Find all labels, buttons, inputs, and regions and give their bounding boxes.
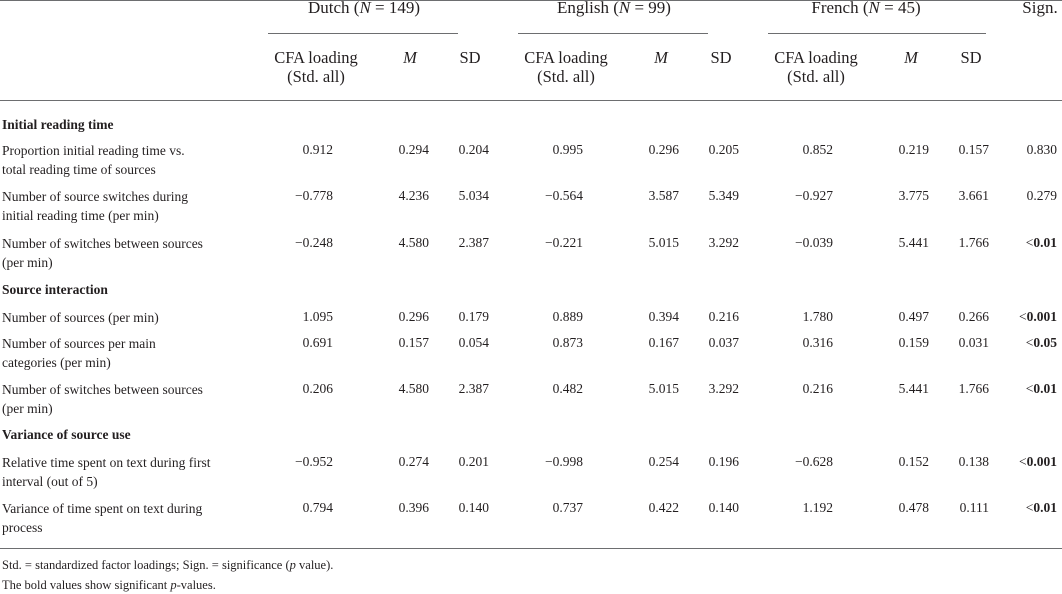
cfa-loading-header xyxy=(506,48,626,86)
table-cell: 0.031 xyxy=(958,335,989,350)
sign-prefix: < xyxy=(1025,335,1034,350)
cfa-line-2: (Std. all) xyxy=(287,67,345,86)
table-cell: 0.054 xyxy=(458,335,489,350)
table-cell: 5.034 xyxy=(458,188,489,203)
table-cell: 3.587 xyxy=(648,188,679,203)
table-cell: 1.766 xyxy=(958,381,989,396)
table-cell: 5.441 xyxy=(898,235,929,250)
table-cell: 1.766 xyxy=(958,235,989,250)
mean-header xyxy=(891,48,931,67)
row-label-line: Number of switches between sources xyxy=(2,382,203,397)
row-label xyxy=(2,234,203,272)
table-cell: −0.039 xyxy=(795,235,833,250)
table-cell: 0.274 xyxy=(398,454,429,469)
table-cell: −0.564 xyxy=(545,188,583,203)
sign-prefix: < xyxy=(1025,235,1034,250)
table-cell: 0.478 xyxy=(898,500,929,515)
mean-symbol: M xyxy=(403,48,417,67)
cfa-line-2: (Std. all) xyxy=(537,67,595,86)
table-cell: 1.095 xyxy=(302,309,333,324)
mean-symbol: M xyxy=(654,48,668,67)
sign-cell xyxy=(977,380,1057,398)
footnote-text: Std. = standardized factor loadings; Sign. = significance ( xyxy=(2,558,290,572)
table-cell: 5.349 xyxy=(708,188,739,203)
table-cell: 0.216 xyxy=(802,381,833,396)
n-symbol: N xyxy=(618,0,631,17)
table-cell: 0.111 xyxy=(959,500,989,515)
row-label xyxy=(2,308,159,327)
table-cell: 0.179 xyxy=(458,309,489,324)
table-cell: 0.266 xyxy=(958,309,989,324)
table-cell: 0.204 xyxy=(458,142,489,157)
table-cell: 3.775 xyxy=(898,188,929,203)
row-label xyxy=(2,453,210,491)
table-rule xyxy=(768,33,986,34)
table-rule xyxy=(268,33,458,34)
table-cell: 0.205 xyxy=(708,142,739,157)
row-label xyxy=(2,499,202,537)
table-cell: 2.387 xyxy=(458,381,489,396)
row-label-line: Variance of time spent on text during xyxy=(2,501,203,516)
n-value: = 149) xyxy=(370,0,421,17)
p-symbol: p xyxy=(170,578,177,592)
table-cell: 0.497 xyxy=(898,309,929,324)
section-title: Variance of source use xyxy=(2,427,131,442)
sd-header: SD xyxy=(960,48,982,67)
sd-header: SD xyxy=(459,48,481,67)
cfa-loading-header xyxy=(256,48,376,86)
table-rule xyxy=(0,100,1062,101)
cfa-line-1: CFA loading xyxy=(524,48,608,67)
table-cell: 0.422 xyxy=(648,500,679,515)
table-cell: 0.037 xyxy=(708,335,739,350)
table-cell: 0.167 xyxy=(648,335,679,350)
sign-cell xyxy=(977,453,1057,471)
row-label-line: categories (per min) xyxy=(2,355,111,370)
row-label-line: process xyxy=(2,520,43,535)
table-cell: 4.236 xyxy=(398,188,429,203)
table-cell: 5.441 xyxy=(898,381,929,396)
table-cell: −0.221 xyxy=(545,235,583,250)
table-cell: 0.852 xyxy=(802,142,833,157)
table-cell: 0.157 xyxy=(398,335,429,350)
table-cell: 0.219 xyxy=(898,142,929,157)
row-label-line: Proportion initial reading time vs. xyxy=(2,143,185,158)
group-header-dutch xyxy=(264,0,464,17)
group-name: Dutch ( xyxy=(307,0,360,17)
group-header-english xyxy=(514,0,714,17)
section-title: Source interaction xyxy=(2,282,108,297)
table-cell: 0.394 xyxy=(648,309,679,324)
row-label xyxy=(2,380,203,418)
row-label xyxy=(2,187,188,225)
table-cell: 0.157 xyxy=(958,142,989,157)
mean-header xyxy=(641,48,681,67)
sign-cell xyxy=(977,187,1057,205)
table-cell: 0.995 xyxy=(552,142,583,157)
n-value: = 45) xyxy=(879,0,921,17)
table-cell: 5.015 xyxy=(648,235,679,250)
p-symbol: p xyxy=(289,558,296,572)
table-cell: 1.192 xyxy=(802,500,833,515)
row-label-line: Relative time spent on text during first xyxy=(2,455,211,470)
sign-cell xyxy=(977,308,1057,326)
table-cell: 0.294 xyxy=(398,142,429,157)
table-cell: 4.580 xyxy=(398,381,429,396)
row-label-line: total reading time of sources xyxy=(2,162,156,177)
table-cell: 0.794 xyxy=(302,500,333,515)
sd-header: SD xyxy=(710,48,732,67)
table-cell: 0.912 xyxy=(302,142,333,157)
table-cell: 0.889 xyxy=(552,309,583,324)
row-label-line: initial reading time (per min) xyxy=(2,208,159,223)
table-cell: 3.292 xyxy=(708,235,739,250)
row-label xyxy=(2,141,185,179)
sign-value: 0.830 xyxy=(1026,142,1057,157)
sign-header: Sign. xyxy=(1022,0,1058,17)
sign-prefix: < xyxy=(1019,454,1027,469)
table-cell: 0.206 xyxy=(302,381,333,396)
footnote-2 xyxy=(2,576,216,594)
sign-cell xyxy=(977,334,1057,352)
group-name: French ( xyxy=(811,0,869,17)
table-cell: 0.296 xyxy=(648,142,679,157)
table-cell: 0.159 xyxy=(898,335,929,350)
table-cell: 0.316 xyxy=(802,335,833,350)
row-label-line: Number of source switches during xyxy=(2,189,188,204)
sign-value: 0.279 xyxy=(1026,188,1057,203)
cfa-loading-header xyxy=(756,48,876,86)
table-cell: 0.482 xyxy=(552,381,583,396)
sign-cell xyxy=(977,234,1057,252)
sign-value: 0.001 xyxy=(1026,454,1057,469)
row-label-line: (per min) xyxy=(2,255,53,270)
sign-value: 0.05 xyxy=(1033,335,1057,350)
row-label-line: (per min) xyxy=(2,401,53,416)
table-cell: 0.254 xyxy=(648,454,679,469)
sign-prefix: < xyxy=(1025,500,1034,515)
footnote-text: The bold values show significant xyxy=(2,578,171,592)
table-cell: 0.138 xyxy=(958,454,989,469)
group-name: English ( xyxy=(557,0,619,17)
cfa-line-2: (Std. all) xyxy=(787,67,845,86)
sign-value: 0.01 xyxy=(1033,235,1057,250)
mean-symbol: M xyxy=(904,48,918,67)
n-symbol: N xyxy=(359,0,371,17)
table-cell: 3.661 xyxy=(958,188,989,203)
sign-prefix: < xyxy=(1019,309,1027,324)
n-symbol: N xyxy=(868,0,880,17)
row-label-line: Number of sources (per min) xyxy=(2,310,159,325)
table-cell: 0.737 xyxy=(552,500,583,515)
table-rule xyxy=(0,548,1062,549)
table-cell: 5.015 xyxy=(648,381,679,396)
table-cell: 0.140 xyxy=(708,500,739,515)
sign-value: 0.01 xyxy=(1033,381,1057,396)
group-header-french xyxy=(766,0,966,17)
table-cell: 0.296 xyxy=(398,309,429,324)
table-cell: 0.140 xyxy=(458,500,489,515)
sign-prefix: < xyxy=(1025,381,1034,396)
table-cell: 1.780 xyxy=(802,309,833,324)
sign-cell xyxy=(977,499,1057,517)
table-cell: 3.292 xyxy=(708,381,739,396)
cfa-line-1: CFA loading xyxy=(274,48,358,67)
footnote-text: -values. xyxy=(176,578,216,592)
row-label-line: Number of sources per main xyxy=(2,336,156,351)
sign-value: 0.01 xyxy=(1033,500,1057,515)
table-cell: 0.691 xyxy=(302,335,333,350)
table-cell: 2.387 xyxy=(458,235,489,250)
sign-value: 0.001 xyxy=(1026,309,1057,324)
footnote-text: value). xyxy=(295,558,334,572)
table-cell: −0.628 xyxy=(795,454,833,469)
table-cell: 0.196 xyxy=(708,454,739,469)
table-cell: −0.248 xyxy=(295,235,333,250)
footnote-1 xyxy=(2,556,333,574)
table-cell: 0.152 xyxy=(898,454,929,469)
table-cell: 0.216 xyxy=(708,309,739,324)
table-cell: 4.580 xyxy=(398,235,429,250)
table-cell: −0.778 xyxy=(295,188,333,203)
row-label xyxy=(2,334,156,372)
n-value: = 99) xyxy=(630,0,671,17)
table-cell: 0.873 xyxy=(552,335,583,350)
table-cell: −0.927 xyxy=(795,188,833,203)
section-title: Initial reading time xyxy=(2,117,114,132)
row-label-line: interval (out of 5) xyxy=(2,474,98,489)
mean-header xyxy=(390,48,430,67)
table-rule xyxy=(518,33,708,34)
table-cell: 0.396 xyxy=(398,500,429,515)
table-cell: 0.201 xyxy=(458,454,489,469)
table-cell: −0.952 xyxy=(295,454,333,469)
cfa-line-1: CFA loading xyxy=(774,48,858,67)
table-cell: −0.998 xyxy=(545,454,583,469)
sign-cell xyxy=(977,141,1057,159)
row-label-line: Number of switches between sources xyxy=(2,236,203,251)
